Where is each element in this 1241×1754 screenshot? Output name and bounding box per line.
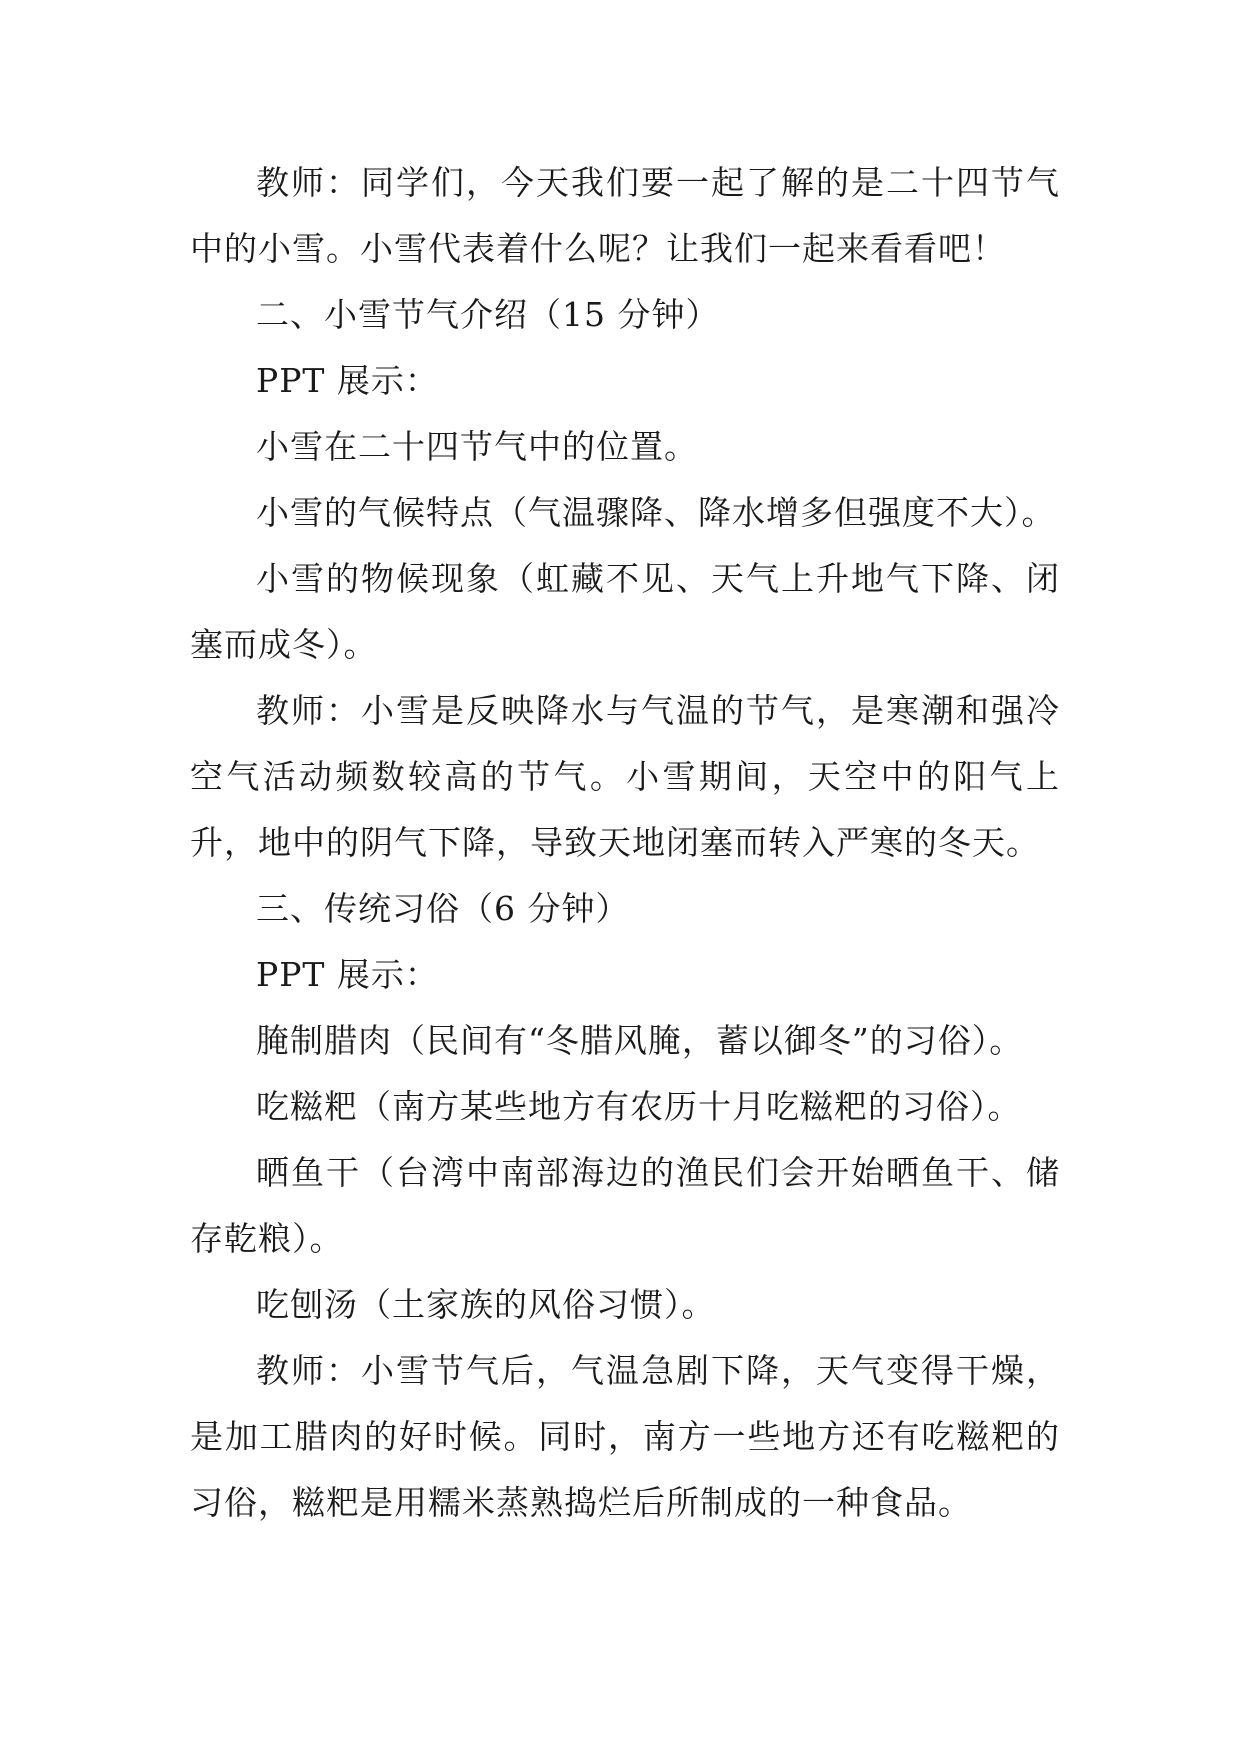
paragraph-teacher-explanation: 教师：小雪是反映降水与气温的节气，是寒潮和强冷空气活动频数较高的节气。小雪期间，天空中的阳气上升，地中的阴气下降，导致天地闭塞而转入严寒的冬天。 [190,691,1060,862]
section-heading-customs: 三、传统习俗（6 分钟） [256,889,630,928]
paragraph-teacher-intro: 教师：同学们，今天我们要一起了解的是二十四节气中的小雪。小雪代表着什么呢？让我们一起来看看吧！ [190,163,1060,268]
paragraph-climate: 小雪的气候特点（气温骤降、降水增多但强度不大）。 [256,493,1056,532]
paragraph-custom-bacon: 腌制腊肉（民间有“冬腊风腌，蓄以御冬”的习俗）。 [256,1021,1024,1060]
paragraph-position: 小雪在二十四节气中的位置。 [256,427,698,466]
paragraph-custom-ciba: 吃糍粑（南方某些地方有农历十月吃糍粑的习俗）。 [256,1087,1022,1126]
paragraph-ppt-label: PPT 展示： [256,361,439,400]
paragraph-teacher-conclusion: 教师：小雪节气后，气温急剧下降，天气变得干燥，是加工腊肉的好时候。同时，南方一些地方还有吃糍粑的习俗，糍粑是用糯米蒸熟捣烂后所制成的一种食品。 [190,1351,1060,1522]
section-heading-introduction: 二、小雪节气介绍（15 分钟） [256,295,720,334]
paragraph-custom-fish: 晒鱼干（台湾中南部海边的渔民们会开始晒鱼干、储存乾粮）。 [190,1153,1060,1258]
document-page [190,150,1060,1536]
paragraph-phenology: 小雪的物候现象（虹藏不见、天气上升地气下降、闭塞而成冬）。 [190,559,1060,664]
paragraph-ppt-label-2: PPT 展示： [256,955,439,994]
paragraph-custom-soup: 吃刨汤（土家族的风俗习惯）。 [256,1285,716,1324]
